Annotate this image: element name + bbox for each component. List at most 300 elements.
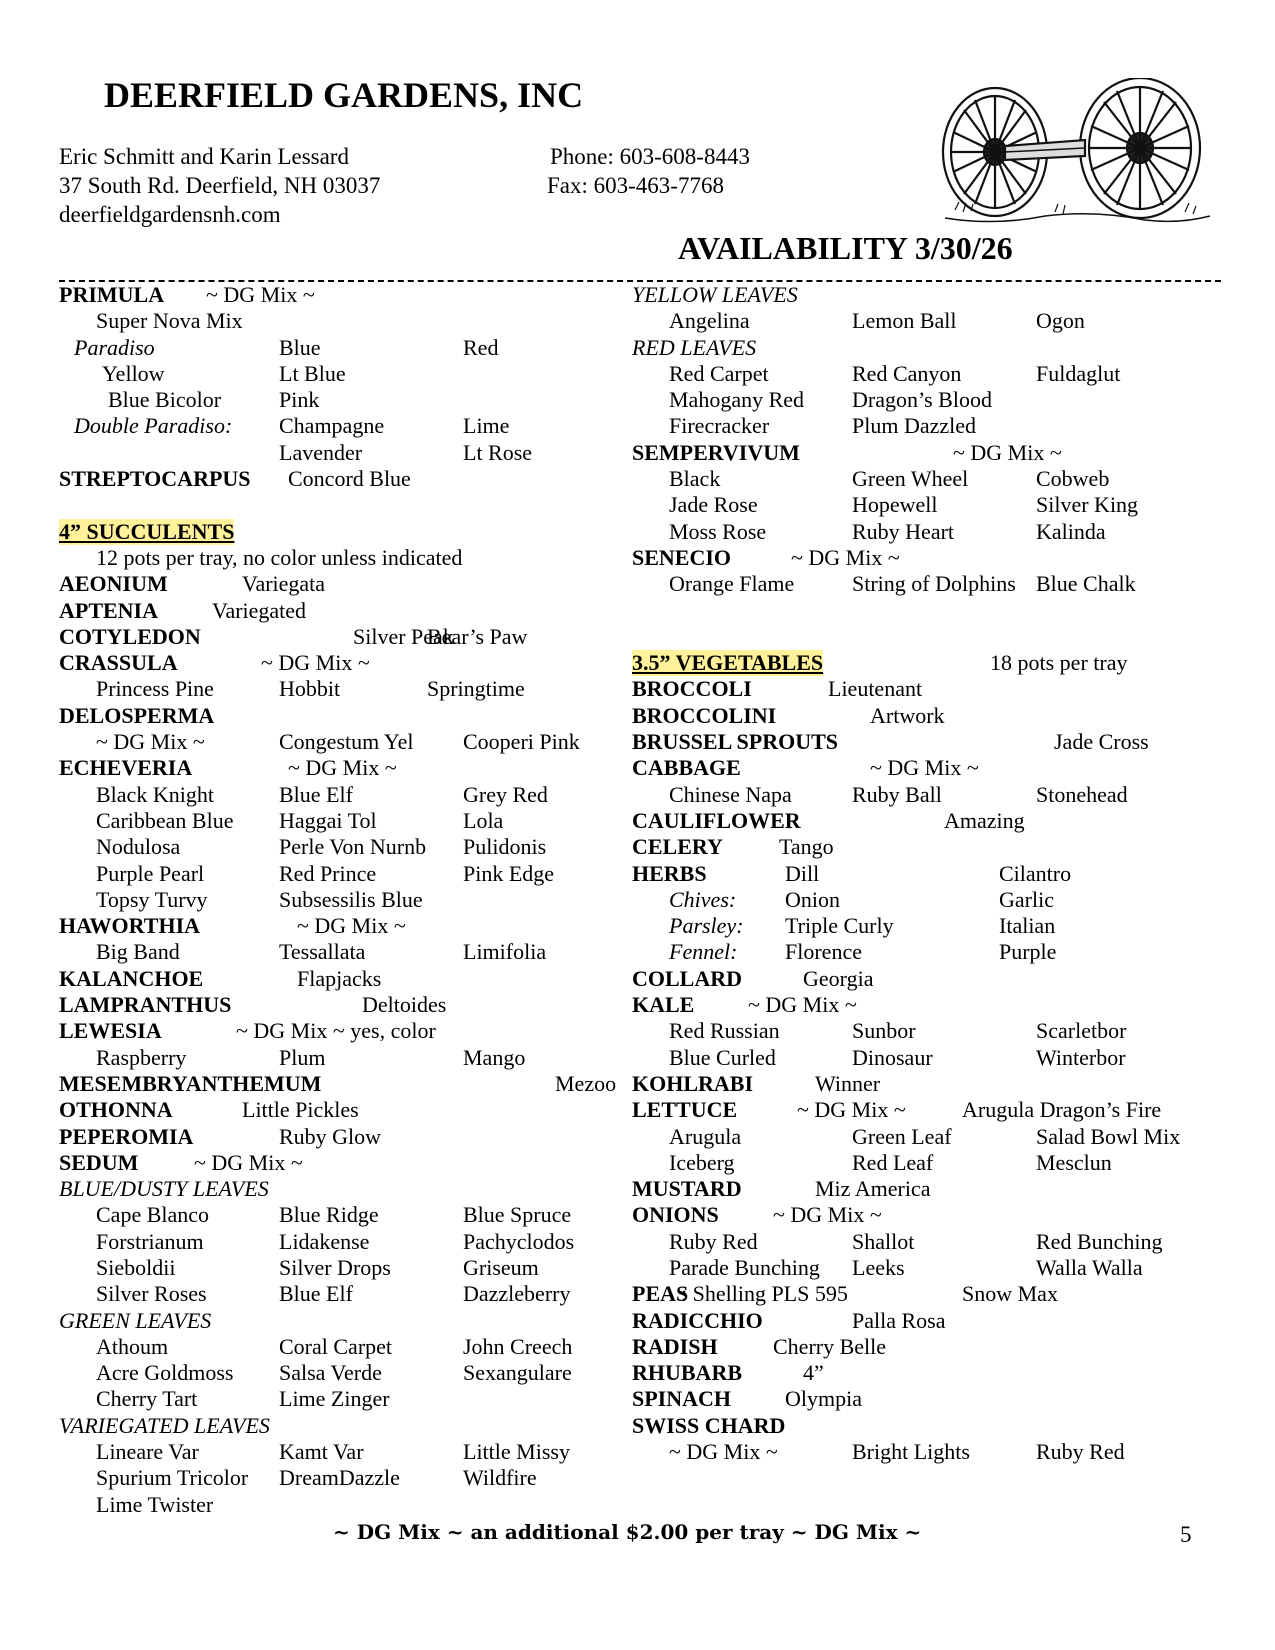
- group-label: YELLOW LEAVES: [632, 282, 798, 307]
- list-item: [632, 729, 1232, 755]
- footer-note: ~ DG Mix ~ an additional $2.00 per tray ~ DG Mix ~: [333, 1520, 922, 1544]
- variety-name: Haggai Tol: [279, 807, 377, 833]
- list-item: [59, 308, 604, 334]
- section-heading: 4” SUCCULENTS: [59, 518, 235, 544]
- variety-name: Lieutenant: [828, 676, 923, 702]
- variety-name: Spurium Tricolor: [96, 1465, 249, 1491]
- variety-name: Lime: [463, 413, 510, 439]
- variety-name: Griseum: [463, 1254, 539, 1280]
- category-name: STREPTOCARPUS: [59, 466, 251, 492]
- variety-name: Mahogany Red: [669, 387, 805, 413]
- list-item: [632, 913, 1232, 939]
- category-name: BRUSSEL SPROUTS: [632, 729, 839, 755]
- category-name: SEDUM: [59, 1149, 139, 1175]
- list-item: [59, 1413, 604, 1439]
- variety-name: Firecracker: [669, 413, 770, 439]
- category-name: COLLARD: [632, 965, 743, 991]
- list-item: [632, 992, 1232, 1018]
- list-item: [59, 1308, 604, 1334]
- variety-name: Shallot: [852, 1228, 915, 1254]
- variety-name: 18 pots per tray: [990, 650, 1128, 676]
- variety-name: Blue Elf: [279, 781, 353, 807]
- variety-name: Red Russian: [669, 1018, 780, 1044]
- list-item: [59, 466, 604, 492]
- category-name: BROCCOLI: [632, 676, 752, 702]
- list-item: [59, 1229, 604, 1255]
- variety-name: Cilantro: [999, 860, 1072, 886]
- category-name: CAULIFLOWER: [632, 807, 801, 833]
- category-name: HERBS: [632, 860, 707, 886]
- variety-name: Palla Rosa: [852, 1307, 946, 1333]
- variety-name: Salsa Verde: [279, 1360, 382, 1386]
- variety-name: Jade Cross: [1054, 729, 1149, 755]
- variety-name: Blue Chalk: [1036, 571, 1136, 597]
- list-item: [632, 1045, 1232, 1071]
- list-item: [59, 624, 604, 650]
- variety-name: Concord Blue: [288, 466, 411, 492]
- variety-name: Red Bunching: [1036, 1228, 1163, 1254]
- variety-name: Lime Twister: [96, 1491, 214, 1517]
- variety-name: Green Wheel: [852, 466, 969, 492]
- list-item: [632, 308, 1232, 334]
- list-item: [59, 413, 604, 439]
- list-item: [59, 887, 604, 913]
- left-column: [59, 282, 617, 1518]
- category-name: RHUBARB: [632, 1360, 743, 1386]
- variety-name: Blue Curled: [669, 1044, 776, 1070]
- variety-name: Plum: [279, 1044, 326, 1070]
- group-label: Paradiso: [74, 334, 155, 360]
- variety-name: Blue: [279, 334, 321, 360]
- list-item: [632, 624, 1232, 650]
- category-name: COTYLEDON: [59, 623, 201, 649]
- list-item: [59, 1360, 604, 1386]
- variety-name: Iceberg: [669, 1149, 735, 1175]
- list-item: [59, 650, 604, 676]
- variety-name: Lt Rose: [463, 439, 533, 465]
- group-label: VARIEGATED LEAVES: [59, 1412, 270, 1438]
- variety-name: Tessallata: [279, 939, 366, 965]
- variety-name: Blue Elf: [279, 1281, 353, 1307]
- category-name: ONIONS: [632, 1202, 719, 1228]
- category-name: KOHLRABI: [632, 1070, 754, 1096]
- variety-name: Pink: [279, 387, 320, 413]
- variety-name: String of Dolphins: [852, 571, 1016, 597]
- variety-name: Lineare Var: [96, 1439, 199, 1465]
- variety-name: John Creech: [463, 1333, 573, 1359]
- variety-name: Amazing: [944, 807, 1025, 833]
- category-name: LEWESIA: [59, 1018, 162, 1044]
- category-name: SEMPERVIVUM: [632, 439, 800, 465]
- variety-name: Congestum Yel: [279, 729, 414, 755]
- variety-name: Black Knight: [96, 781, 214, 807]
- variety-name: Plum Dazzled: [852, 413, 977, 439]
- variety-name: Silver Drops: [279, 1254, 391, 1280]
- variety-name: Hobbit: [279, 676, 341, 702]
- list-item: [632, 887, 1232, 913]
- category-name: DELOSPERMA: [59, 702, 215, 728]
- category-name: CABBAGE: [632, 755, 741, 781]
- variety-name: Bear’s Paw: [427, 623, 528, 649]
- group-label: BLUE/DUSTY LEAVES: [59, 1176, 269, 1202]
- list-item: [59, 440, 604, 466]
- variety-name: Champagne: [279, 413, 385, 439]
- category-name: ECHEVERIA: [59, 755, 193, 781]
- category-name: MUSTARD: [632, 1176, 742, 1202]
- variety-name: 12 pots per tray, no color unless indicated: [96, 544, 463, 570]
- list-item: [59, 1176, 604, 1202]
- variety-name: 4”: [803, 1360, 824, 1386]
- section-heading: 3.5” VEGETABLES: [632, 650, 824, 676]
- list-item: [632, 466, 1232, 492]
- variety-name: Miz America: [815, 1176, 931, 1202]
- right-column: [632, 282, 1232, 1465]
- variety-name: Jade Rose: [669, 492, 758, 518]
- variety-name: Cape Blanco: [96, 1202, 210, 1228]
- variety-name: Cherry Belle: [773, 1333, 887, 1359]
- list-item: [632, 703, 1232, 729]
- fax: Fax: 603-463-7768: [547, 173, 724, 198]
- variety-name: Orange Flame: [669, 571, 795, 597]
- list-item: [632, 1255, 1232, 1281]
- variety-name: Parade Bunching: [669, 1254, 820, 1280]
- variety-name: Ruby Red: [669, 1228, 758, 1254]
- availability-date: AVAILABILITY 3/30/26: [678, 230, 1013, 266]
- list-item: [59, 939, 604, 965]
- list-item: [59, 992, 604, 1018]
- variety-name: Leeks: [852, 1254, 905, 1280]
- variety-name: Yellow: [102, 360, 165, 386]
- variety-name: Green Leaf: [852, 1123, 952, 1149]
- variety-name: Super Nova Mix: [96, 308, 243, 334]
- variety-name: Topsy Turvy: [96, 886, 208, 912]
- variety-name: Bright Lights: [852, 1439, 970, 1465]
- variety-name: Blue Ridge: [279, 1202, 379, 1228]
- variety-name: Forstrianum: [96, 1228, 204, 1254]
- variety-name: ~ DG Mix ~: [96, 729, 205, 755]
- variety-name: Winner: [815, 1070, 881, 1096]
- variety-name: Onion: [785, 886, 840, 912]
- variety-name: Little Missy: [463, 1439, 570, 1465]
- list-item: [632, 1229, 1232, 1255]
- category-name: SENECIO: [632, 544, 732, 570]
- variety-name: Arugula Dragon’s Fire: [962, 1097, 1162, 1123]
- variety-name: Lt Blue: [279, 360, 346, 386]
- variety-name: Purple: [999, 939, 1057, 965]
- variety-name: Sexangulare: [463, 1360, 572, 1386]
- variety-name: Cooperi Pink: [463, 729, 580, 755]
- list-item: [59, 1492, 604, 1518]
- owners: Eric Schmitt and Karin Lessard: [59, 144, 349, 169]
- list-item: [632, 782, 1232, 808]
- variety-name: Pulidonis: [463, 834, 547, 860]
- category-name: KALE: [632, 992, 695, 1018]
- list-item: [59, 1202, 604, 1228]
- category-name: RADICCHIO: [632, 1307, 763, 1333]
- variety-name: Raspberry: [96, 1044, 187, 1070]
- variety-name: Mango: [463, 1044, 526, 1070]
- list-item: [59, 1255, 604, 1281]
- list-item: [632, 755, 1232, 781]
- list-item: [59, 1281, 604, 1307]
- variety-name: Sieboldii: [96, 1254, 176, 1280]
- list-item: [632, 440, 1232, 466]
- group-label: Double Paradiso:: [74, 413, 233, 439]
- variety-name: Snow Max: [962, 1281, 1058, 1307]
- phone: Phone: 603-608-8443: [550, 144, 750, 169]
- list-item: [632, 1018, 1232, 1044]
- variety-name: Lavender: [279, 439, 363, 465]
- variety-name: ~ DG Mix ~: [288, 755, 397, 781]
- list-item: [59, 834, 604, 860]
- list-item: [59, 1124, 604, 1150]
- variety-name: Kamt Var: [279, 1439, 364, 1465]
- category-name: PRIMULA: [59, 282, 165, 307]
- variety-name: Dill: [785, 860, 820, 886]
- variety-name: Chinese Napa: [669, 781, 792, 807]
- variety-name: Silver King: [1036, 492, 1139, 518]
- list-item: [59, 282, 604, 308]
- list-item: [59, 1045, 604, 1071]
- variety-name: Artwork: [870, 702, 945, 728]
- variety-name: Subsessilis Blue: [279, 886, 423, 912]
- category-name: CELERY: [632, 834, 723, 860]
- list-item: [632, 1360, 1232, 1386]
- variety-name: Red Carpet: [669, 360, 769, 386]
- variety-name: Lime Zinger: [279, 1386, 390, 1412]
- variety-name: ~ DG Mix ~: [953, 439, 1062, 465]
- list-item: [632, 492, 1232, 518]
- variety-name: ~ DG Mix ~: [773, 1202, 882, 1228]
- category-name: CRASSULA: [59, 650, 178, 676]
- list-item: [59, 729, 604, 755]
- page-number: 5: [1180, 1522, 1192, 1547]
- variety-name: ~ DG Mix ~: [206, 282, 315, 307]
- category-name: KALANCHOE: [59, 965, 204, 991]
- list-item: [632, 1413, 1232, 1439]
- variety-name: Dazzleberry: [463, 1281, 571, 1307]
- list-item: [632, 282, 1232, 308]
- variety-name: ~ DG Mix ~: [194, 1149, 303, 1175]
- category-name: OTHONNA: [59, 1097, 173, 1123]
- list-item: [59, 545, 604, 571]
- list-item: [59, 1439, 604, 1465]
- list-item: [59, 387, 604, 413]
- variety-name: Princess Pine: [96, 676, 214, 702]
- variety-name: Perle Von Nurnb: [279, 834, 427, 860]
- list-item: [632, 1281, 1232, 1307]
- list-item: [632, 571, 1232, 597]
- variety-name: DreamDazzle: [279, 1465, 400, 1491]
- list-item: [632, 598, 1232, 624]
- list-item: [632, 861, 1232, 887]
- variety-name: Lola: [463, 807, 504, 833]
- list-item: [59, 755, 604, 781]
- list-item: [632, 808, 1232, 834]
- variety-name: Olympia: [785, 1386, 862, 1412]
- category-name: SWISS CHARD: [632, 1412, 786, 1438]
- category-name: APTENIA: [59, 597, 159, 623]
- variety-name: ~ DG Mix ~: [669, 1439, 778, 1465]
- website: deerfieldgardensnh.com: [59, 202, 281, 227]
- category-name: RADISH: [632, 1333, 718, 1359]
- list-item: [59, 676, 604, 702]
- variety-name: Mezoo: [555, 1070, 617, 1096]
- variety-name: Springtime: [427, 676, 525, 702]
- variety-name: Red Prince: [279, 860, 377, 886]
- group-label: Chives:: [669, 886, 737, 912]
- list-item: [632, 650, 1232, 676]
- variety-name: Fuldaglut: [1036, 360, 1121, 386]
- list-item: [59, 1465, 604, 1491]
- variety-name: Walla Walla: [1036, 1254, 1143, 1280]
- variety-name: Dinosaur: [852, 1044, 933, 1070]
- variety-name: Coral Carpet: [279, 1333, 393, 1359]
- variety-name: : Shelling PLS 595: [681, 1281, 848, 1307]
- variety-name: Salad Bowl Mix: [1036, 1123, 1181, 1149]
- variety-name: Italian: [999, 913, 1056, 939]
- list-item: [632, 1334, 1232, 1360]
- variety-name: Lidakense: [279, 1228, 370, 1254]
- variety-name: Winterbor: [1036, 1044, 1126, 1070]
- category-name: BROCCOLINI: [632, 702, 777, 728]
- list-item: [59, 808, 604, 834]
- group-label: GREEN LEAVES: [59, 1307, 212, 1333]
- variety-name: Wildfire: [463, 1465, 537, 1491]
- variety-name: Grey Red: [463, 781, 548, 807]
- variety-name: Ruby Heart: [852, 518, 955, 544]
- list-item: [59, 571, 604, 597]
- list-item: [59, 913, 604, 939]
- variety-name: Kalinda: [1036, 518, 1106, 544]
- variety-name: Variegated: [212, 597, 307, 623]
- variety-name: ~ DG Mix ~: [870, 755, 979, 781]
- variety-name: Arugula: [669, 1123, 742, 1149]
- variety-name: Hopewell: [852, 492, 938, 518]
- list-item: [632, 1071, 1232, 1097]
- variety-name: Little Pickles: [242, 1097, 359, 1123]
- list-item: [632, 1386, 1232, 1412]
- variety-name: Dragon’s Blood: [852, 387, 992, 413]
- variety-name: Acre Goldmoss: [96, 1360, 234, 1386]
- list-item: [59, 1334, 604, 1360]
- list-item: [632, 1124, 1232, 1150]
- variety-name: Purple Pearl: [96, 860, 205, 886]
- variety-name: Ogon: [1036, 308, 1085, 334]
- group-label: RED LEAVES: [632, 334, 757, 360]
- variety-name: Sunbor: [852, 1018, 916, 1044]
- list-item: [632, 413, 1232, 439]
- list-item: [632, 939, 1232, 965]
- category-name: PEPEROMIA: [59, 1123, 194, 1149]
- variety-name: Cobweb: [1036, 466, 1110, 492]
- category-name: PEAS: [632, 1281, 689, 1307]
- variety-name: Red Canyon: [852, 360, 962, 386]
- list-item: [59, 1097, 604, 1123]
- variety-name: Variegata: [242, 571, 326, 597]
- list-item: [59, 492, 604, 518]
- variety-name: Moss Rose: [669, 518, 767, 544]
- list-item: [632, 966, 1232, 992]
- list-item: [59, 361, 604, 387]
- list-item: [59, 861, 604, 887]
- wagon-wheels-illustration: [935, 78, 1213, 230]
- list-item: [59, 1070, 617, 1097]
- variety-name: Silver Roses: [96, 1281, 207, 1307]
- variety-name: Caribbean Blue: [96, 807, 234, 833]
- list-item: [632, 1202, 1232, 1228]
- list-item: [59, 703, 604, 729]
- variety-name: Lemon Ball: [852, 308, 957, 334]
- variety-name: Mesclun: [1036, 1149, 1112, 1175]
- list-item: [632, 1176, 1232, 1202]
- variety-name: ~ DG Mix ~: [797, 1097, 906, 1123]
- list-item: [632, 1150, 1232, 1176]
- list-item: [632, 1439, 1232, 1465]
- variety-name: Ruby Red: [1036, 1439, 1125, 1465]
- variety-name: Tango: [779, 834, 834, 860]
- category-name: LETTUCE: [632, 1097, 738, 1123]
- category-name: HAWORTHIA: [59, 913, 201, 939]
- category-name: MESEMBRYANTHEMUM: [59, 1070, 322, 1096]
- variety-name: ~ DG Mix ~: [791, 544, 900, 570]
- variety-name: Florence: [785, 939, 862, 965]
- list-item: [632, 676, 1232, 702]
- address: 37 South Rd. Deerfield, NH 03037: [59, 173, 381, 198]
- variety-name: ~ DG Mix ~: [297, 913, 406, 939]
- variety-name: Scarletbor: [1036, 1018, 1127, 1044]
- list-item: [59, 519, 604, 545]
- variety-name: Red Leaf: [852, 1149, 934, 1175]
- list-item: [59, 782, 604, 808]
- list-item: [632, 545, 1232, 571]
- list-item: [59, 335, 604, 361]
- variety-name: Athoum: [96, 1333, 169, 1359]
- variety-name: Pink Edge: [463, 860, 555, 886]
- variety-name: Silver Peak: [353, 623, 454, 649]
- list-item: [632, 519, 1232, 545]
- company-name: DEERFIELD GARDENS, INC: [104, 75, 584, 115]
- variety-name: Red: [463, 334, 499, 360]
- variety-name: Triple Curly: [785, 913, 894, 939]
- list-item: [59, 1150, 604, 1176]
- variety-name: Deltoides: [362, 992, 447, 1018]
- variety-name: Limifolia: [463, 939, 547, 965]
- variety-name: Nodulosa: [96, 834, 181, 860]
- list-item: [632, 834, 1232, 860]
- list-item: [59, 966, 604, 992]
- list-item: [59, 1386, 604, 1412]
- variety-name: Stonehead: [1036, 781, 1128, 807]
- list-item: [59, 598, 604, 624]
- variety-name: Blue Spruce: [463, 1202, 572, 1228]
- category-name: SPINACH: [632, 1386, 732, 1412]
- variety-name: Big Band: [96, 939, 180, 965]
- group-label: Fennel:: [669, 939, 738, 965]
- variety-name: Garlic: [999, 886, 1054, 912]
- variety-name: ~ DG Mix ~: [261, 650, 370, 676]
- variety-name: Ruby Ball: [852, 781, 942, 807]
- variety-name: Cherry Tart: [96, 1386, 198, 1412]
- list-item: [59, 1018, 604, 1044]
- variety-name: Ruby Glow: [279, 1123, 382, 1149]
- list-item: [632, 361, 1232, 387]
- category-name: LAMPRANTHUS: [59, 992, 232, 1018]
- group-label: Parsley:: [669, 913, 744, 939]
- list-item: [632, 335, 1232, 361]
- list-item: [632, 1308, 1232, 1334]
- category-name: AEONIUM: [59, 571, 168, 597]
